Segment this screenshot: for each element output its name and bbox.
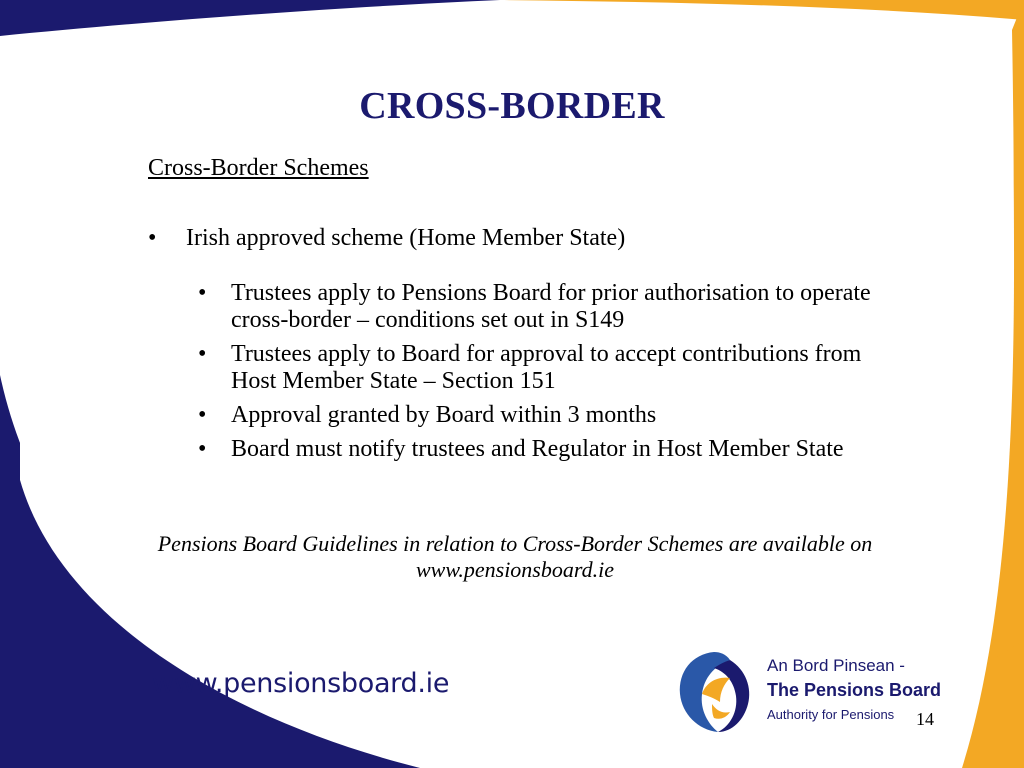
guidelines-note: Pensions Board Guidelines in relation to Cross-Border Schemes are available on www.pensionsboard.ie [157,531,873,582]
bullet-marker: • [198,341,207,367]
org-name-irish: An Bord Pinsean - [767,656,905,675]
list-item [198,402,908,429]
bullet-marker: • [148,225,157,251]
bullet-marker: • [198,280,207,306]
bullet-marker: • [198,436,207,462]
list-item [198,280,908,334]
list-item [198,436,908,463]
slide-subtitle: Cross-Border Schemes [148,155,369,181]
sub-bullet-text: Board must notify trustees and Regulator in Host Member State [231,436,844,462]
sub-bullet-text: Trustees apply to Pensions Board for prior authorisation to operate cross-border – conditions set out in S149 [231,280,871,333]
slide-title: CROSS-BORDER [359,85,665,127]
main-bullet-text: Irish approved scheme (Home Member State) [186,225,626,251]
footer-website-link[interactable]: www.pensionsboard.ie [152,668,450,699]
org-name-block [767,656,941,722]
org-tagline: Authority for Pensions [767,707,895,722]
page-number: 14 [916,709,934,729]
sub-bullet-list [198,280,908,470]
sub-bullet-text: Trustees apply to Board for approval to accept contributions from Host Member State – Section 151 [231,341,862,394]
org-name-english: The Pensions Board [767,680,942,700]
main-bullet [148,225,625,252]
pensions-board-logo-icon [672,648,756,740]
bullet-marker: • [198,402,207,428]
sub-bullet-text: Approval granted by Board within 3 months [231,402,657,428]
list-item [198,341,908,395]
